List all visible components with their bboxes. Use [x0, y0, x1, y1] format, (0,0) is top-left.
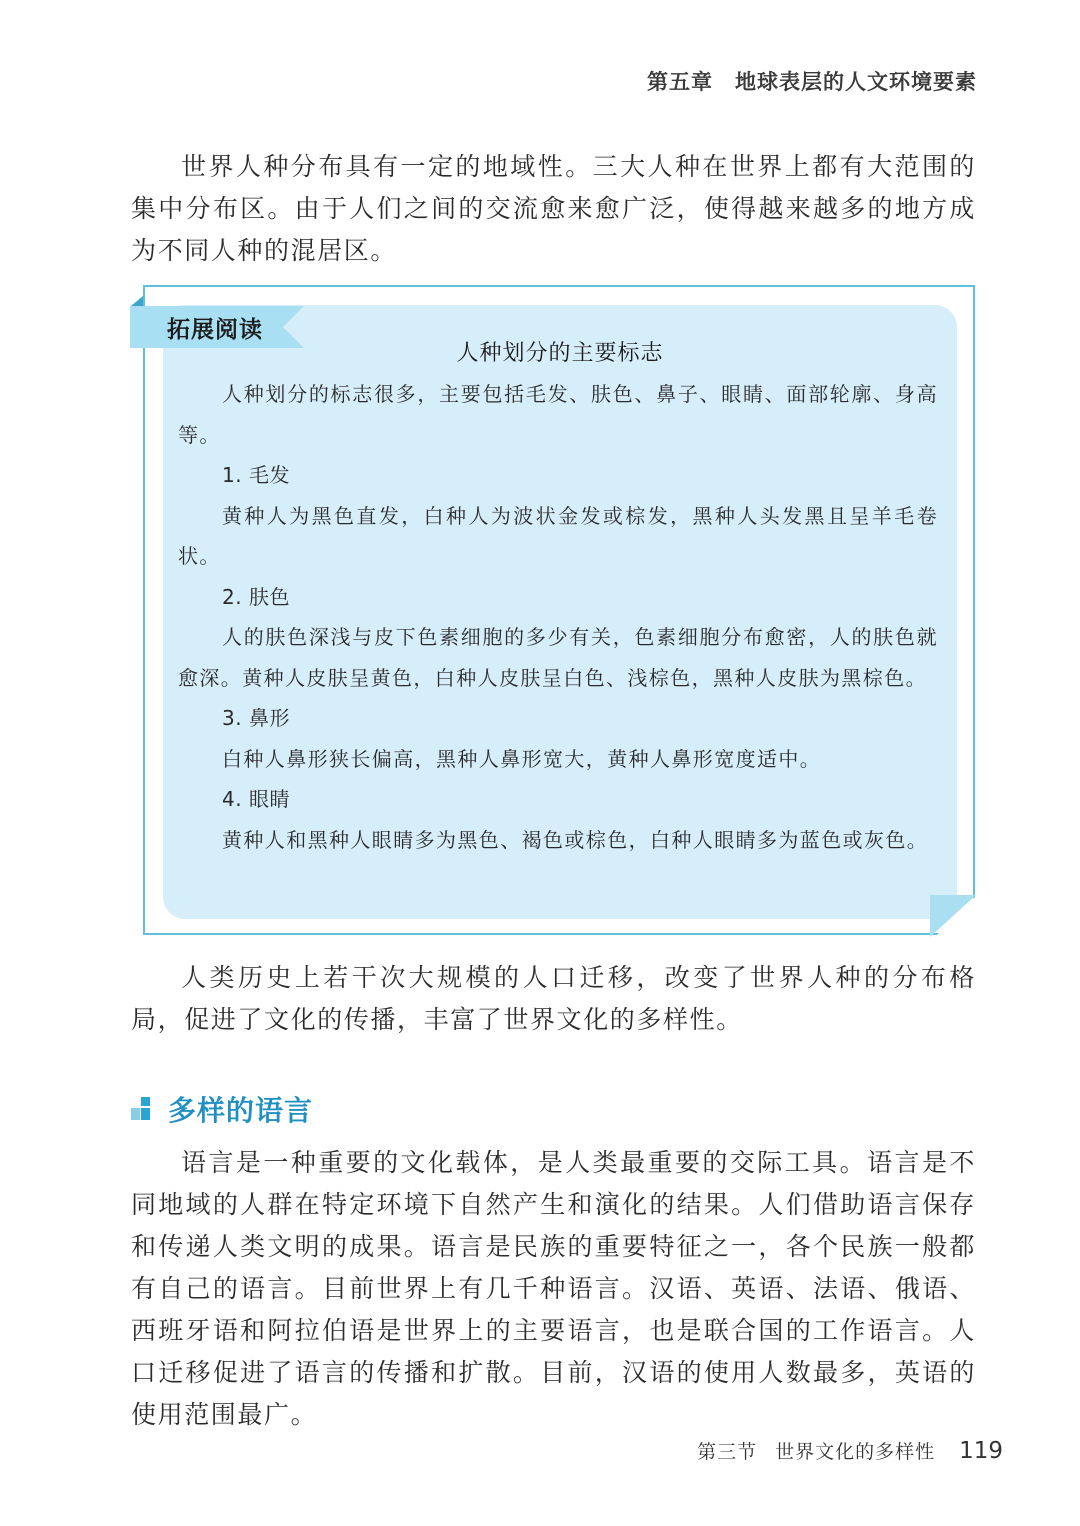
chapter-header: [647, 66, 977, 96]
paragraph-race-distribution: 世界人种分布具有一定的地域性。三大人种在世界上都有大范围的集中分布区。由于人们之间的交流愈来愈广泛，使得越来越多的地方成为不同人种的混居区。: [131, 152, 976, 265]
box-item-heading: 2. 肤色: [222, 584, 290, 609]
section-title: 多样的语言: [168, 1094, 314, 1127]
box-intro: 人种划分的标志很多，主要包括毛发、肤色、鼻子、眼睛、面部轮廓、身高等。: [178, 382, 938, 447]
box-item-text: 黄种人为黑色直发，白种人为波状金发或棕发，黑种人头发黑且呈羊毛卷状。: [178, 503, 938, 568]
badge-notch: [131, 296, 143, 306]
page-footer: [697, 1437, 1003, 1464]
footer-section-name: 世界文化的多样性: [775, 1441, 936, 1463]
paragraph-migration: 人类历史上若干次大规模的人口迁移，改变了世界人种的分布格局，促进了文化的传播，丰富了世界文化的多样性。: [131, 963, 976, 1034]
box-item-heading: 4. 眼睛: [222, 787, 290, 811]
chapter-title: 地球表层的人文环境要素: [735, 70, 977, 94]
paragraph-language: 语言是一种重要的文化载体，是人类最重要的交际工具。语言是不同地域的人群在特定环境下自然产生和演化的结果。人们借助语言保存和传递人类文明的成果。语言是民族的重要特征之一，各个民族一般都有自己的语言。目前世界上有几千种语言。汉语、英语、法语、俄语、西班牙语和阿拉伯语是世界上的主要语言，也是联合国的工作语言。人口迁移促进了语言的传播和扩散。目前，汉语的使用人数最多，英语的使用范围最广。: [131, 1148, 976, 1429]
box-item-heading: 1. 毛发: [222, 463, 290, 487]
box-item-text: 黄种人和黑种人眼睛多为黑色、褐色或棕色，白种人眼睛多为蓝色或灰色。: [222, 827, 929, 852]
section-blocks-icon: [131, 1096, 161, 1122]
box-item-text: 人的肤色深浅与皮下色素细胞的多少有关，色素细胞分布愈密，人的肤色就愈深。黄种人皮肤呈黄色，白种人皮肤呈白色、浅棕色，黑种人皮肤为黑棕色。: [178, 625, 938, 690]
box-item-heading: 3. 鼻形: [222, 706, 290, 730]
footer-section: 第三节: [697, 1441, 758, 1463]
box-item-text: 白种人鼻形狭长偏高，黑种人鼻形宽大，黄种人鼻形宽度适中。: [222, 746, 822, 771]
chapter-number: 第五章: [647, 70, 713, 94]
extended-reading-label: 拓展阅读: [167, 317, 263, 343]
page-number: 119: [959, 1438, 1003, 1464]
extended-reading-title: 人种划分的主要标志: [456, 341, 664, 366]
extended-reading-body: [178, 374, 938, 860]
